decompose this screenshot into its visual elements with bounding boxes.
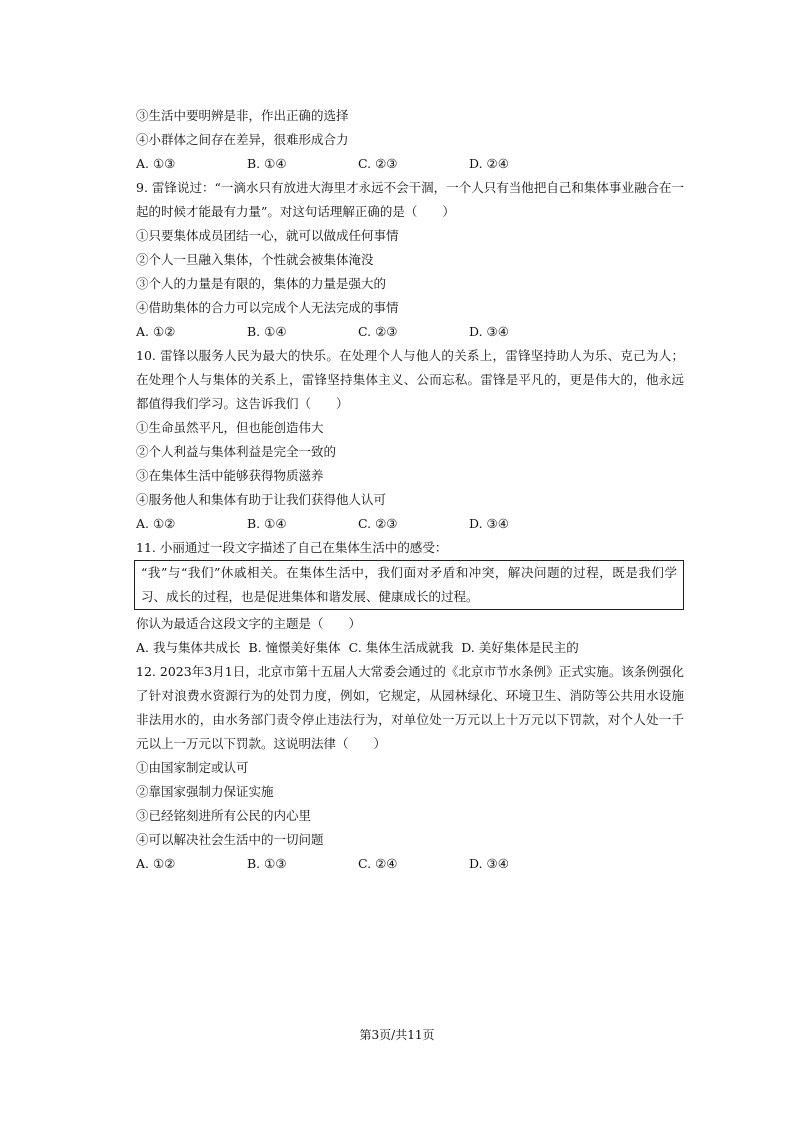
option-d: D. ③④ (469, 856, 509, 871)
choice-item: ④借助集体的合力可以完成个人无法完成的事情 (136, 300, 399, 315)
option-c: C. 集体生活成就我 (348, 640, 454, 655)
question-12 (136, 660, 684, 876)
option-a: A. ①② (136, 516, 176, 531)
question-10 (136, 344, 684, 536)
option-b: B. ①④ (247, 516, 287, 531)
question-stem: 10. 雷锋以服务人民为最大的快乐。在处理个人与他人的关系上，雷锋坚持助人为乐、克己为人；在处理个人与集体的关系上，雷锋坚持集体主义、公而忘私。雷锋是平凡的，更是伟大的，他永远都值得我们学习。这告诉我们（ ） (136, 348, 684, 411)
choice-item: ①生命虽然平凡，但也能创造伟大 (136, 420, 324, 435)
page-number: 第3页/共11页 (359, 1028, 435, 1042)
option-a: A. 我与集体共成长 (136, 640, 241, 655)
question-prompt: 你认为最适合这段文字的主题是（ ） (136, 616, 362, 631)
choice-item: ④可以解决社会生活中的一切问题 (136, 832, 324, 847)
choice-item: ③生活中要明辨是非，作出正确的选择 (136, 108, 349, 123)
choice-item: ④小群体之间存在差异，很难形成合力 (136, 132, 349, 147)
option-b: B. ①④ (247, 156, 287, 171)
option-b: B. ①③ (247, 856, 287, 871)
answer-options (136, 320, 684, 344)
choice-item: ①只要集体成员团结一心，就可以做成任何事情 (136, 228, 399, 243)
answer-options (136, 152, 684, 176)
question-9 (136, 176, 684, 344)
quote-box: “我”与“我们”休戚相关。在集体生活中，我们面对矛盾和冲突，解决问题的过程，既是我们学习、成长的过程，也是促进集体和谐发展、健康成长的过程。 (134, 560, 684, 610)
option-d: D. 美好集体是民主的 (461, 640, 579, 655)
option-c: C. ②④ (358, 856, 398, 871)
option-a: A. ①② (136, 856, 176, 871)
question-11 (136, 536, 684, 660)
question-stem: 9. 雷锋说过：“一滴水只有放进大海里才永远不会干涸，一个人只有当他把自己和集体事业融合在一起的时候才能最有力量”。对这句话理解正确的是（ ） (136, 180, 684, 219)
choice-item: ②个人利益与集体利益是完全一致的 (136, 444, 337, 459)
answer-options (136, 636, 684, 660)
choice-item: ④服务他人和集体有助于让我们获得他人认可 (136, 492, 387, 507)
option-b: B. 憧憬美好集体 (248, 640, 341, 655)
question-stem: 12. 2023年3月1日，北京市第十五届人大常委会通过的《北京市节水条例》正式实施。该条例强化了针对浪费水资源行为的处罚力度，例如，它规定，从园林绿化、环境卫生、消防等公共用水设施非法用水的，由水务部门责令停止违法行为，对单位处一万元以上十万元以下罚款，对个人处一千元以上一万元以下罚款。这说明法律（ ） (136, 664, 684, 751)
answer-options (136, 512, 684, 536)
choice-item: ③在集体生活中能够获得物质滋养 (136, 468, 324, 483)
choice-item: ①由国家制定或认可 (136, 760, 249, 775)
option-c: C. ②③ (358, 156, 398, 171)
option-c: C. ②③ (358, 324, 398, 339)
answer-options (136, 852, 684, 876)
choice-item: ③已经铭刻进所有公民的内心里 (136, 808, 312, 823)
choice-item: ②靠国家强制力保证实施 (136, 784, 274, 799)
option-d: D. ③④ (469, 324, 509, 339)
choice-item: ②个人一旦融入集体，个性就会被集体淹没 (136, 252, 374, 267)
option-a: A. ①② (136, 324, 176, 339)
option-d: D. ③④ (469, 516, 509, 531)
option-d: D. ②④ (469, 156, 509, 171)
question-stem: 11. 小丽通过一段文字描述了自己在集体生活中的感受： (136, 540, 448, 555)
exam-page-content (136, 104, 684, 876)
option-a: A. ①③ (136, 156, 176, 171)
option-c: C. ②③ (358, 516, 398, 531)
choice-item: ③个人的力量是有限的，集体的力量是强大的 (136, 276, 387, 291)
option-b: B. ①④ (247, 324, 287, 339)
question-8 (136, 104, 684, 176)
